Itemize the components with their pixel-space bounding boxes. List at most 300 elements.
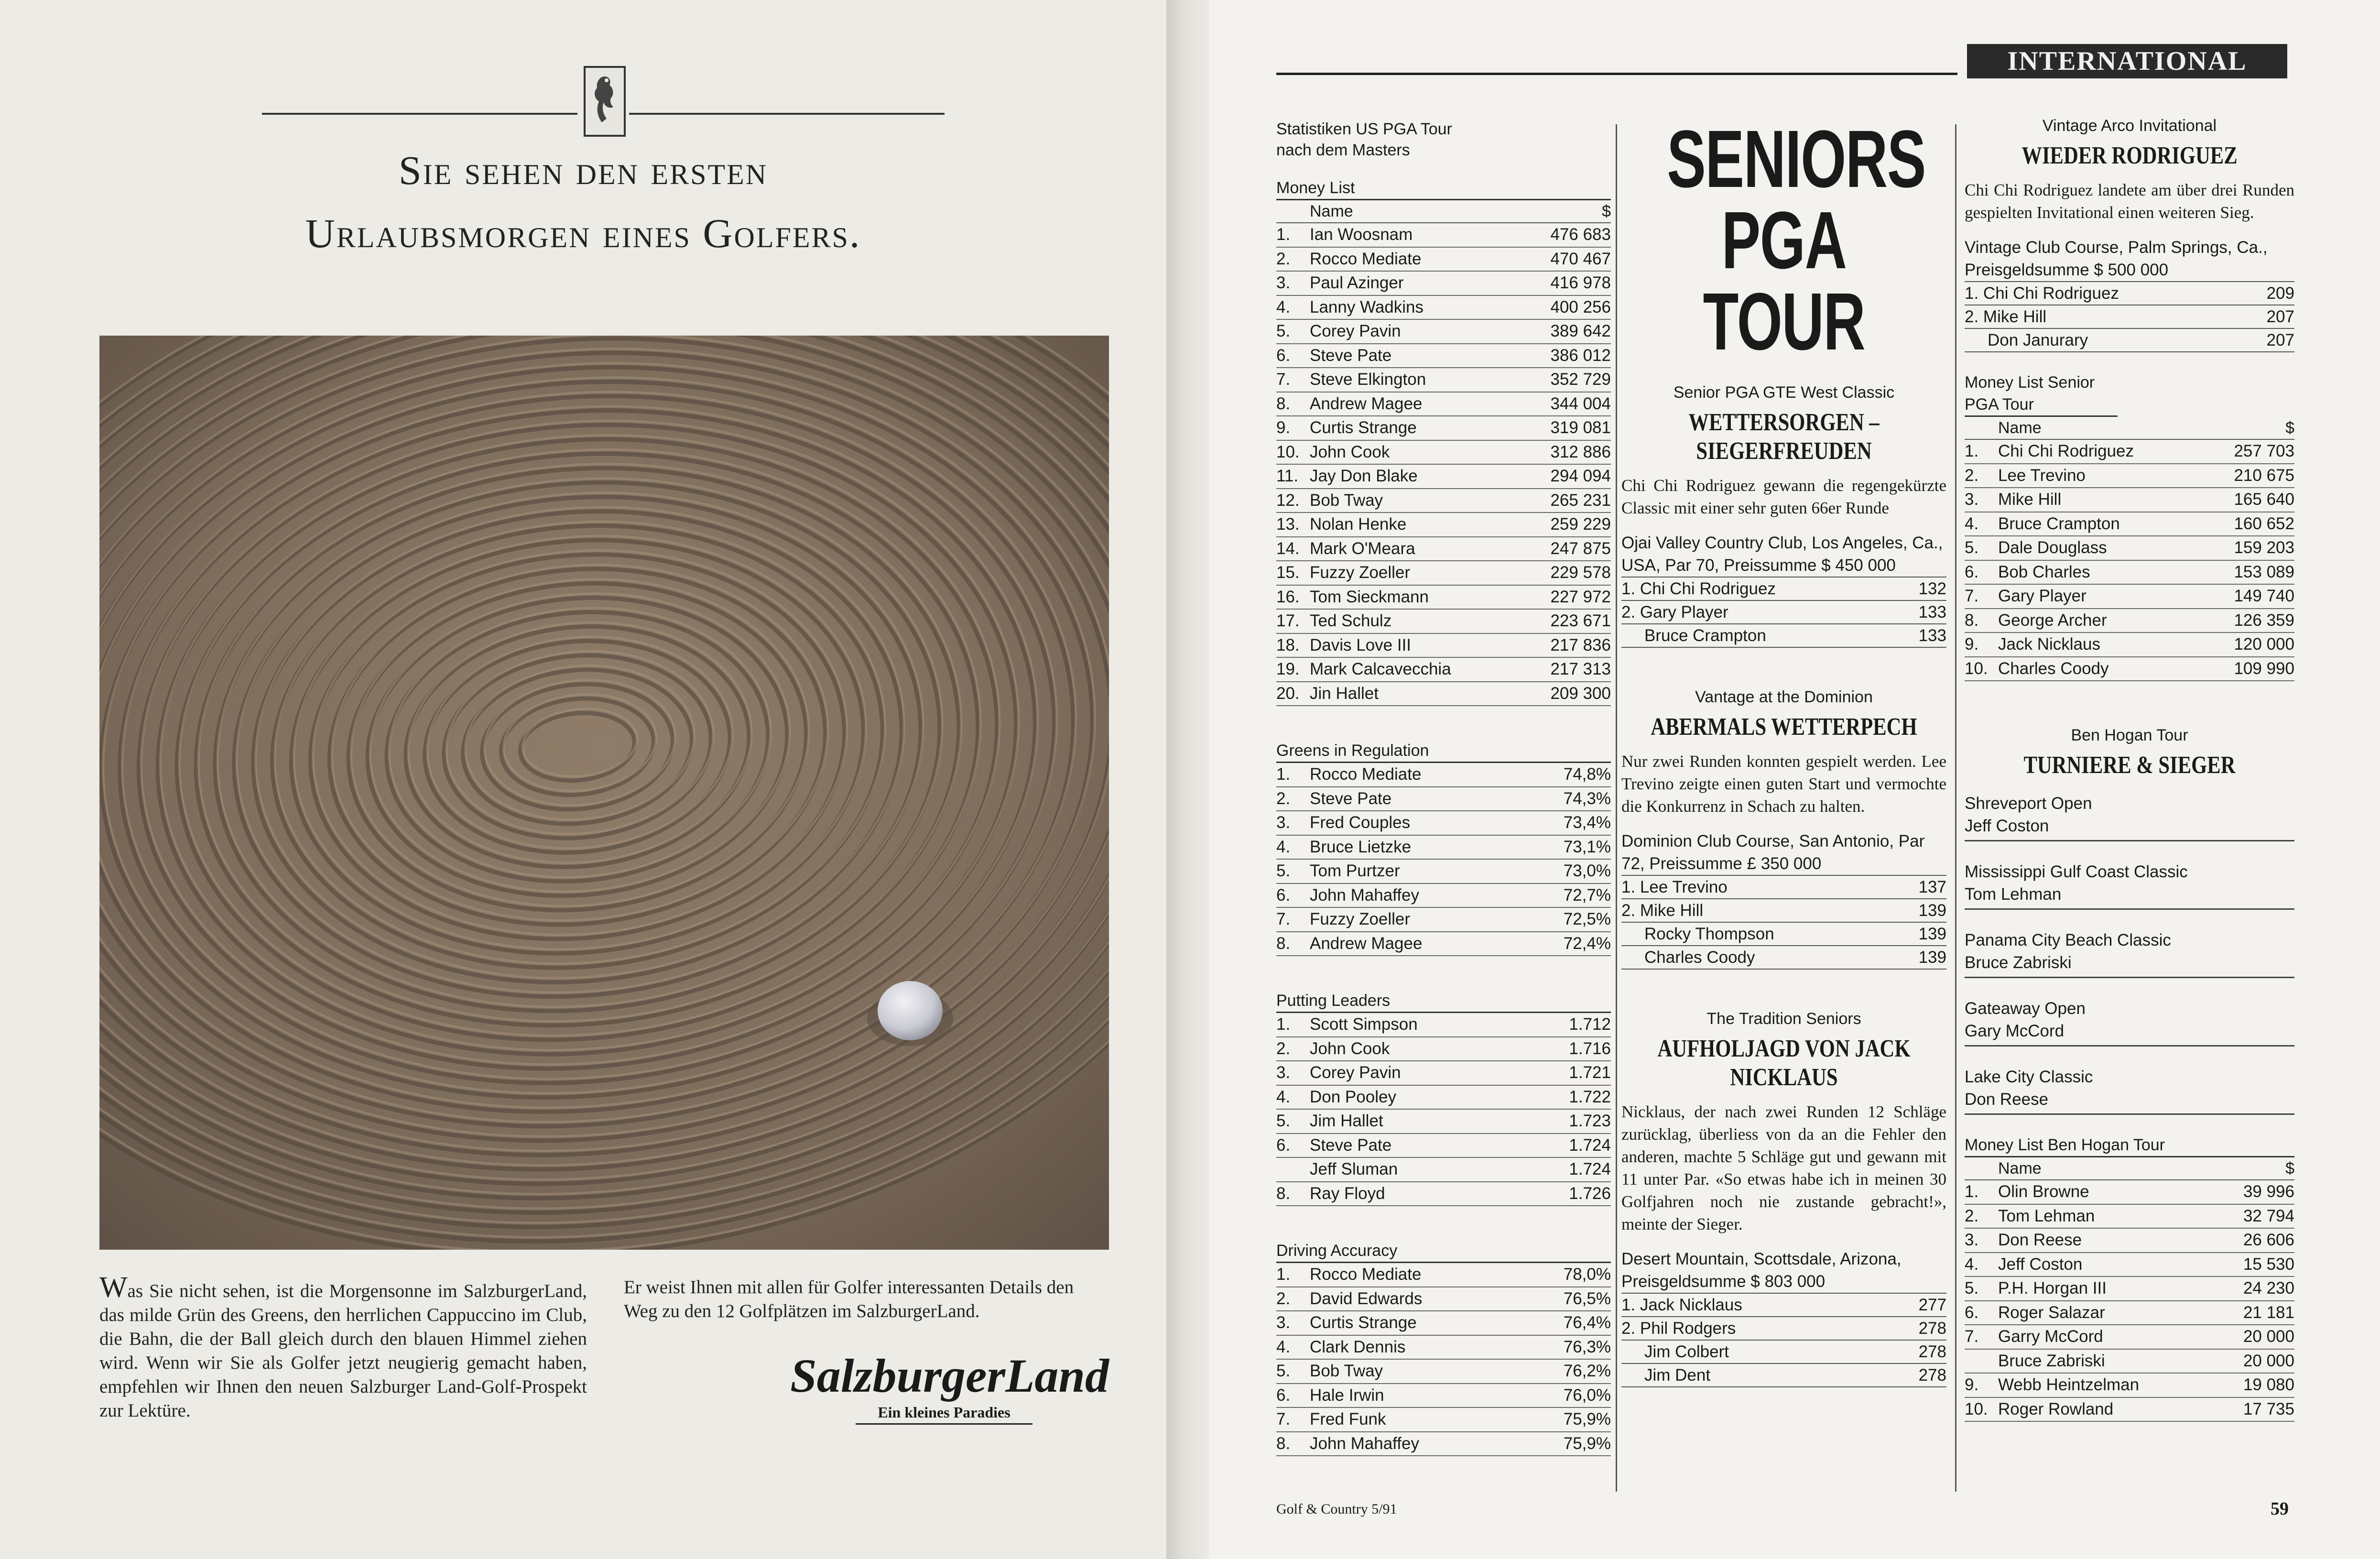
event-info: Ojai Valley Country Club, Los Angeles, Ca., USA, Par 70, Preissumme $ 450 000: [1621, 534, 1943, 575]
table-row: [1965, 1229, 2294, 1253]
value-cell: 210 675: [2234, 466, 2294, 485]
name-cell: Rocco Mediate: [1310, 1265, 1422, 1284]
rank-cell: 10.: [1276, 442, 1300, 461]
ad-body-text-2: Er weist Ihnen mit allen für Golfer interessanten Details den Weg zu den 12 Golfplätzen im SalzburgerLand.: [624, 1277, 1074, 1321]
event-gte: [1621, 382, 1946, 648]
table-row: [1276, 1110, 1611, 1134]
table-header: [1965, 417, 2294, 440]
table-row: [1276, 884, 1611, 908]
name-cell: Bruce Zabriski: [1998, 1351, 2105, 1370]
name-cell: Rocco Mediate: [1310, 765, 1422, 784]
column-divider: [1955, 124, 1956, 1492]
value-cell: 312 886: [1550, 442, 1611, 461]
table-row: [1276, 320, 1611, 344]
name-cell: Gary Player: [1998, 587, 2087, 605]
rank-cell: 11.: [1276, 467, 1299, 485]
name-cell: John Mahaffey: [1310, 885, 1419, 905]
event-info: Dominion Club Course, San Antonio, Par 72, Preissumme £ 350 000: [1621, 832, 1925, 873]
top-rule: [1276, 73, 1957, 75]
value-cell: 20 000: [2243, 1351, 2294, 1370]
name-cell: Roger Salazar: [1998, 1303, 2105, 1322]
name-cell: John Cook: [1310, 442, 1390, 461]
event-body: Chi Chi Rodriguez gewann die regengekürzte Classic mit einer sehr guten 66er Runde: [1621, 476, 1946, 517]
name-cell: Bruce Lietzke: [1310, 837, 1412, 856]
name-cell: David Edwards: [1310, 1289, 1423, 1308]
table-row: [1276, 537, 1611, 562]
table-row: [1965, 488, 2294, 512]
table-header: [1965, 1157, 2294, 1180]
value-cell: 257 703: [2234, 442, 2294, 460]
table-row: [1276, 586, 1611, 610]
header-value: $: [2285, 1159, 2294, 1177]
rank-cell: 1.: [1276, 225, 1291, 244]
rank-cell: 5.: [1276, 861, 1291, 880]
rank-cell: 16.: [1276, 587, 1300, 606]
result-row: [1621, 624, 1946, 648]
tournament-item: [1965, 861, 2294, 910]
rank-cell: 8.: [1276, 394, 1291, 413]
value-cell: 78,0%: [1563, 1265, 1611, 1284]
result-row: [1621, 1341, 1946, 1364]
table-row: [1276, 416, 1611, 441]
value-cell: 389 642: [1550, 322, 1611, 340]
table-row: [1965, 1205, 2294, 1229]
table-row: [1276, 908, 1611, 932]
value-cell: 209 300: [1550, 684, 1611, 703]
value-cell: 20 000: [2243, 1327, 2294, 1346]
name-cell: Steve Pate: [1310, 789, 1392, 808]
player-name: 1. Chi Chi Rodriguez: [1965, 284, 2119, 303]
name-cell: Fuzzy Zoeller: [1310, 910, 1411, 928]
table-row: [1276, 1336, 1611, 1360]
value-cell: 15 530: [2243, 1254, 2294, 1274]
player-score: 207: [2266, 331, 2294, 349]
rank-cell: 15.: [1276, 563, 1300, 582]
name-cell: Don Reese: [1998, 1231, 2082, 1249]
name-cell: Mark Calcavecchia: [1310, 660, 1451, 678]
rank-cell: 8.: [1276, 934, 1291, 953]
table-row: [1276, 465, 1611, 489]
player-score: 139: [1918, 948, 1946, 967]
value-cell: 72,7%: [1563, 885, 1611, 905]
value-cell: 217 836: [1550, 635, 1611, 654]
value-cell: 120 000: [2234, 635, 2294, 654]
rank-cell: 6.: [1276, 1135, 1291, 1155]
value-cell: 21 181: [2243, 1303, 2294, 1322]
ad-body-text: Was Sie nicht sehen, ist die Morgensonne im SalzburgerLand, das milde Grün des Greens, den herrlichen Cappuccino im Club, die Bahn, die der Ball gleich durch den blauen Himmel ziehen wird. Wenn wir Sie als Golfer jetzt neugierig gemacht haben, empfehlen wir Ihnen den neuen Salzburger Land-Golf-Prospekt zur Lektüre.: [99, 1271, 587, 1421]
rank-cell: 8.: [1276, 1184, 1291, 1203]
table-row: [1276, 763, 1611, 787]
table-row: [1276, 223, 1611, 248]
table-row: [1965, 657, 2294, 682]
rank-cell: 12.: [1276, 491, 1300, 510]
table-row: [1276, 1158, 1611, 1182]
name-cell: Dale Douglass: [1998, 538, 2107, 557]
rank-cell: 5.: [1276, 322, 1291, 340]
table-row: [1965, 585, 2294, 609]
headline-rule-right: [629, 113, 945, 115]
table-row: [1276, 489, 1611, 513]
value-cell: 165 640: [2234, 490, 2294, 509]
result-row: [1621, 1317, 1946, 1341]
header-name: Name: [1998, 1159, 2042, 1177]
value-cell: 160 652: [2234, 514, 2294, 533]
table-title: Money List Ben Hogan Tour: [1965, 1134, 2294, 1157]
tournament-item: [1965, 997, 2294, 1047]
table-row: [1276, 932, 1611, 957]
result-row: [1621, 1364, 1946, 1387]
name-cell: Mike Hill: [1998, 490, 2062, 509]
value-cell: 1.724: [1569, 1160, 1611, 1178]
result-row: [1621, 578, 1946, 601]
player-name: 1. Jack Nicklaus: [1621, 1296, 1742, 1314]
name-cell: Jim Hallet: [1310, 1112, 1383, 1130]
value-cell: 76,0%: [1563, 1385, 1611, 1405]
seniors-title: [1667, 114, 1926, 367]
tournament-item: [1965, 792, 2294, 841]
table-row: [1965, 1374, 2294, 1398]
name-cell: Olin Browne: [1998, 1182, 2089, 1201]
name-cell: Steve Pate: [1310, 1135, 1392, 1155]
value-cell: 227 972: [1550, 587, 1611, 606]
name-cell: Jack Nicklaus: [1998, 635, 2100, 654]
name-cell: Lanny Wadkins: [1310, 297, 1424, 316]
value-cell: 76,5%: [1563, 1289, 1611, 1308]
emblem-icon: [584, 66, 626, 137]
ben-hogan-tour: [1965, 724, 2294, 1115]
rank-cell: 19.: [1276, 660, 1300, 678]
rank-cell: 1.: [1965, 1182, 1979, 1201]
result-row: [1965, 282, 2294, 305]
rank-cell: 13.: [1276, 515, 1300, 534]
player-score: 277: [1918, 1296, 1946, 1314]
brand-tagline: Ein kleines Paradies: [856, 1404, 1032, 1425]
event-title: AUFHOLJAGD VON JACK NICKLAUS: [1657, 1035, 1911, 1091]
player-score: 132: [1918, 579, 1946, 598]
seniors-title-line-2: PGA TOUR: [1703, 195, 1865, 367]
rank-cell: 18.: [1276, 635, 1300, 654]
rank-cell: 2.: [1965, 1206, 1979, 1225]
name-cell: Chi Chi Rodriguez: [1998, 442, 2134, 460]
table-row: [1965, 1398, 2294, 1422]
table-row: [1276, 787, 1611, 812]
name-cell: Corey Pavin: [1310, 322, 1401, 340]
table-row: [1965, 464, 2294, 489]
rank-cell: 2.: [1276, 1289, 1291, 1308]
rank-cell: [1276, 1158, 1310, 1181]
section-badge: INTERNATIONAL: [1967, 44, 2287, 78]
headline-line-2: Urlaubsmorgen eines Golfers.: [305, 210, 861, 256]
value-cell: 1.722: [1569, 1087, 1611, 1106]
player-score: 207: [2266, 307, 2294, 326]
result-row: [1621, 899, 1946, 923]
event-title: WETTERSORGEN – SIEGERFREUDEN: [1688, 409, 1880, 465]
senior-money-table: [1965, 371, 2294, 681]
player-name: 2. Mike Hill: [1965, 307, 2047, 326]
name-cell: Steve Elkington: [1310, 370, 1426, 389]
event-heading: Vintage Arco Invitational: [2042, 117, 2217, 135]
rank-cell: 14.: [1276, 539, 1300, 558]
name-cell: Curtis Strange: [1310, 1313, 1417, 1332]
name-cell: Bob Tway: [1310, 491, 1383, 510]
player-name: Don Janurary: [1988, 331, 2088, 349]
value-cell: 229 578: [1550, 563, 1611, 582]
table-title: Putting Leaders: [1276, 990, 1611, 1013]
value-cell: 19 080: [2243, 1375, 2294, 1394]
value-cell: 74,3%: [1563, 789, 1611, 808]
table-row: [1276, 1086, 1611, 1110]
player-score: 278: [1918, 1319, 1946, 1338]
seniors-column: [1621, 114, 1946, 1387]
table-row: [1276, 634, 1611, 658]
table-row: [1965, 633, 2294, 657]
senior-money-column: [1965, 115, 2294, 1422]
brand-logo: SalzburgerLand: [790, 1349, 1109, 1402]
name-cell: Tom Lehman: [1998, 1206, 2095, 1225]
table-row: [1965, 561, 2294, 585]
table-row: [1276, 1432, 1611, 1457]
rank-cell: 17.: [1276, 611, 1300, 630]
rank-cell: 7.: [1276, 1410, 1291, 1428]
rank-cell: 5.: [1276, 1112, 1291, 1130]
rank-cell: 5.: [1965, 538, 1979, 557]
header-name: Name: [1998, 419, 2042, 437]
name-cell: Bruce Crampton: [1998, 514, 2120, 533]
value-cell: 17 735: [2243, 1399, 2294, 1418]
value-cell: 73,1%: [1563, 837, 1611, 856]
event-heading: Senior PGA GTE West Classic: [1673, 383, 1895, 402]
name-cell: Paul Azinger: [1310, 273, 1404, 292]
name-cell: Fuzzy Zoeller: [1310, 563, 1411, 582]
result-row: [1621, 601, 1946, 624]
name-cell: Tom Purtzer: [1310, 861, 1400, 880]
table-row: [1276, 441, 1611, 465]
event-body: Chi Chi Rodriguez landete am über drei Runden gespielten Invitational einen weiteren Sieg.: [1965, 181, 2294, 222]
tournament-winner: Bruce Zabriski: [1965, 953, 2072, 972]
table-row: [1276, 248, 1611, 272]
ad-page: [0, 0, 1166, 1559]
value-cell: 1.712: [1569, 1015, 1611, 1034]
event-body: Nicklaus, der nach zwei Runden 12 Schläge zurücklag, überliess von da an die Fehler den anderen, machte 5 Schläge gut und gewann mit 11 unter Par. «So etwas habe ich in meinen 30 Golfjahren noch nie zustande gebracht!», meinte der Sieger.: [1621, 1102, 1946, 1233]
player-name: 2. Mike Hill: [1621, 901, 1704, 920]
rank-cell: 6.: [1965, 562, 1979, 581]
tournament-winner: Jeff Coston: [1965, 817, 2049, 835]
rank-cell: 10.: [1965, 1399, 1988, 1418]
stats-page: [1209, 0, 2380, 1559]
rank-cell: 8.: [1965, 611, 1979, 630]
rank-cell: 3.: [1276, 1313, 1291, 1332]
value-cell: 73,0%: [1563, 861, 1611, 880]
result-row: [1965, 305, 2294, 329]
value-cell: 259 229: [1550, 515, 1611, 534]
value-cell: 1.723: [1569, 1112, 1611, 1130]
table-row: [1965, 512, 2294, 537]
rank-cell: 9.: [1965, 635, 1979, 654]
value-cell: 75,9%: [1563, 1410, 1611, 1428]
rank-cell: 3.: [1965, 490, 1979, 509]
player-name: 1. Chi Chi Rodriguez: [1621, 579, 1776, 598]
value-cell: 386 012: [1550, 346, 1611, 365]
value-cell: 73,4%: [1563, 813, 1611, 832]
value-cell: 72,5%: [1563, 910, 1611, 928]
event-heading: Ben Hogan Tour: [2071, 726, 2188, 744]
name-cell: Andrew Magee: [1310, 934, 1423, 953]
rank-cell: 5.: [1965, 1279, 1979, 1297]
rank-cell: 20.: [1276, 684, 1300, 703]
name-cell: Hale Irwin: [1310, 1385, 1384, 1405]
value-cell: 319 081: [1550, 418, 1611, 437]
name-cell: Roger Rowland: [1998, 1399, 2114, 1418]
name-cell: Charles Coody: [1998, 659, 2109, 678]
name-cell: Ian Woosnam: [1310, 225, 1413, 244]
name-cell: Jeff Coston: [1998, 1254, 2083, 1274]
player-name: Charles Coody: [1644, 948, 1755, 967]
value-cell: 217 313: [1550, 660, 1611, 678]
value-cell: 126 359: [2234, 611, 2294, 630]
player-score: 137: [1918, 878, 1946, 896]
table-row: [1965, 440, 2294, 464]
table-row: [1276, 296, 1611, 320]
rank-cell: 10.: [1965, 659, 1988, 678]
name-cell: P.H. Horgan III: [1998, 1279, 2107, 1297]
event-info: Vintage Club Course, Palm Springs, Ca., Preisgeldsumme $ 500 000: [1965, 238, 2268, 279]
player-name: 2. Gary Player: [1621, 603, 1728, 621]
value-cell: 470 467: [1550, 249, 1611, 268]
sand-bunker-golf-ball-photo: [99, 336, 1109, 1250]
table-row: [1965, 1180, 2294, 1205]
table-row: [1965, 1350, 2294, 1374]
result-row: [1965, 329, 2294, 352]
event-heading: The Tradition Seniors: [1706, 1010, 1861, 1028]
name-cell: Jeff Sluman: [1310, 1160, 1398, 1178]
tournament-name: Mississippi Gulf Coast Classic: [1965, 862, 2188, 881]
table-row: [1276, 1287, 1611, 1312]
name-cell: Bob Charles: [1998, 562, 2090, 581]
table-row: [1276, 1182, 1611, 1207]
value-cell: 400 256: [1550, 297, 1611, 316]
rank-cell: 8.: [1276, 1434, 1291, 1453]
seniors-title-line-1: SENIORS: [1667, 114, 1926, 205]
event-body: Nur zwei Runden konnten gespielt werden. Lee Trevino zeigte einen guten Start und vermochte die Konkurrenz in Schach zu halten.: [1621, 752, 1946, 816]
player-name: Bruce Crampton: [1644, 626, 1766, 645]
column-divider: [1616, 124, 1617, 1492]
name-cell: Fred Couples: [1310, 813, 1411, 832]
table-title: Money List: [1276, 177, 1611, 200]
rank-cell: 6.: [1276, 1385, 1291, 1405]
table-row: [1276, 1311, 1611, 1336]
stats-intro: Statistiken US PGA Tour nach dem Masters: [1276, 120, 1452, 159]
player-name: 2. Phil Rodgers: [1621, 1319, 1736, 1338]
tournament-name: Panama City Beach Classic: [1965, 931, 2171, 949]
table-row: [1276, 1061, 1611, 1086]
value-cell: 159 203: [2234, 538, 2294, 557]
name-cell: Jay Don Blake: [1310, 467, 1418, 485]
table-row: [1965, 536, 2294, 561]
name-cell: George Archer: [1998, 611, 2107, 630]
table-row: [1276, 561, 1611, 586]
table-title: Greens in Regulation: [1276, 740, 1611, 763]
headline-rule-left: [262, 113, 577, 115]
event-info: Desert Mountain, Scottsdale, Arizona, Preisgeldsumme $ 803 000: [1621, 1250, 1902, 1291]
name-cell: Lee Trevino: [1998, 466, 2086, 485]
page-gutter: [1166, 0, 1209, 1559]
name-cell: Davis Love III: [1310, 635, 1412, 654]
value-cell: 24 230: [2243, 1279, 2294, 1297]
value-cell: 265 231: [1550, 491, 1611, 510]
table-row: [1276, 1037, 1611, 1062]
table-row: [1276, 1263, 1611, 1287]
name-cell: Corey Pavin: [1310, 1063, 1401, 1082]
table-row: [1276, 1013, 1611, 1037]
rank-cell: 6.: [1965, 1303, 1979, 1322]
table-row: [1276, 1360, 1611, 1384]
player-name: Rocky Thompson: [1644, 925, 1774, 943]
value-cell: 1.724: [1569, 1135, 1611, 1155]
event-vantage: [1621, 686, 1946, 970]
player-score: 209: [2266, 284, 2294, 303]
money-list-table: [1276, 177, 1611, 706]
table-row: [1965, 609, 2294, 633]
table-row: [1965, 1277, 2294, 1301]
putting-table: [1276, 990, 1611, 1206]
rank-cell: 7.: [1276, 910, 1291, 928]
value-cell: 247 875: [1550, 539, 1611, 558]
value-cell: 74,8%: [1563, 765, 1611, 784]
rank-cell: 4.: [1276, 837, 1291, 856]
value-cell: 75,9%: [1563, 1434, 1611, 1453]
table-row: [1276, 272, 1611, 296]
name-cell: Tom Sieckmann: [1310, 587, 1429, 606]
rank-cell: 7.: [1965, 1327, 1979, 1346]
tournament-winner: Tom Lehman: [1965, 885, 2062, 904]
event-title: TURNIERE & SIEGER: [2023, 752, 2236, 779]
name-cell: Curtis Strange: [1310, 418, 1417, 437]
tournament-winner: Gary McCord: [1965, 1022, 2065, 1040]
rank-cell: 7.: [1965, 587, 1979, 605]
name-cell: Webb Heintzelman: [1998, 1375, 2140, 1394]
name-cell: Jin Hallet: [1310, 684, 1379, 703]
name-cell: Mark O'Meara: [1310, 539, 1415, 558]
driving-table: [1276, 1240, 1611, 1456]
value-cell: 294 094: [1550, 467, 1611, 485]
header-value: $: [1602, 202, 1611, 220]
value-cell: 76,3%: [1563, 1337, 1611, 1356]
result-row: [1621, 876, 1946, 899]
tournament-item: [1965, 929, 2294, 978]
event-heading: Vantage at the Dominion: [1695, 688, 1873, 706]
table-row: [1276, 682, 1611, 707]
table-row: [1965, 1253, 2294, 1277]
rank-cell: 4.: [1276, 297, 1291, 316]
value-cell: 39 996: [2243, 1182, 2294, 1201]
value-cell: 76,4%: [1563, 1313, 1611, 1332]
value-cell: 76,2%: [1563, 1362, 1611, 1380]
name-cell: Don Pooley: [1310, 1087, 1396, 1106]
table-row: [1276, 344, 1611, 369]
player-score: 133: [1918, 603, 1946, 621]
header-name: Name: [1310, 202, 1353, 220]
table-title: Driving Accuracy: [1276, 1240, 1611, 1263]
rank-cell: 1.: [1965, 442, 1979, 460]
table-row: [1276, 811, 1611, 836]
value-cell: 153 089: [2234, 562, 2294, 581]
name-cell: Steve Pate: [1310, 346, 1392, 365]
event-arco: [1965, 115, 2294, 352]
value-cell: 1.721: [1569, 1063, 1611, 1082]
player-name: Jim Dent: [1644, 1366, 1711, 1385]
rank-cell: 3.: [1965, 1231, 1979, 1249]
rank-cell: 1.: [1276, 1265, 1291, 1284]
